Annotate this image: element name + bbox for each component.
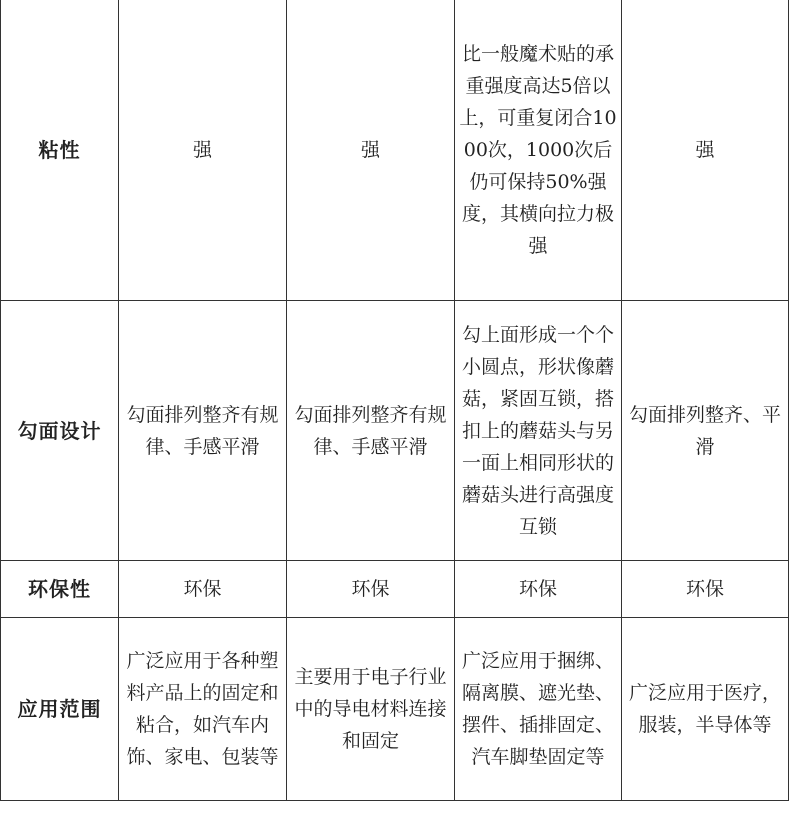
table-cell: 主要用于电子行业中的导电材料连接和固定 — [287, 618, 455, 801]
table-cell: 强 — [287, 0, 455, 301]
table-cell: 强 — [119, 0, 287, 301]
row-header-viscosity: 粘性 — [1, 0, 119, 301]
table-cell: 勾面排列整齐、平滑 — [622, 301, 789, 561]
row-header-eco: 环保性 — [1, 561, 119, 618]
table-cell: 广泛应用于各种塑料产品上的固定和粘合，如汽车内饰、家电、包装等 — [119, 618, 287, 801]
table-row-hook-design — [1, 301, 789, 561]
table-cell: 强 — [622, 0, 789, 301]
table-cell: 广泛应用于捆绑、隔离膜、遮光垫、摆件、插排固定、汽车脚垫固定等 — [455, 618, 622, 801]
table-row-application — [1, 618, 789, 801]
table-cell: 勾上面形成一个个小圆点，形状像蘑菇，紧固互锁，搭扣上的蘑菇头与另一面上相同形状的蘑菇头进行高强度互锁 — [455, 301, 622, 561]
table-cell: 比一般魔术贴的承重强度高达5倍以上，可重复闭合1000次，1000次后仍可保持50%强度，其横向拉力极强 — [455, 0, 622, 301]
table-row-eco — [1, 561, 789, 618]
table-cell: 环保 — [287, 561, 455, 618]
row-header-hook-design: 勾面设计 — [1, 301, 119, 561]
table-cell: 环保 — [622, 561, 789, 618]
table-cell: 勾面排列整齐有规律、手感平滑 — [287, 301, 455, 561]
table-cell: 广泛应用于医疗，服装，半导体等 — [622, 618, 789, 801]
row-header-application: 应用范围 — [1, 618, 119, 801]
table-cell: 环保 — [119, 561, 287, 618]
table-cell: 勾面排列整齐有规律、手感平滑 — [119, 301, 287, 561]
table-row-viscosity — [1, 0, 789, 301]
table-cell: 环保 — [455, 561, 622, 618]
